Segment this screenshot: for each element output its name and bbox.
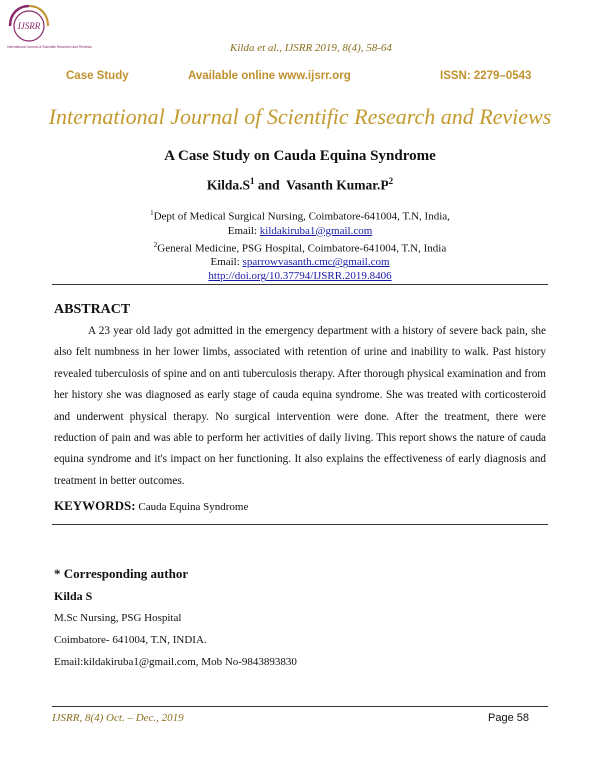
corresponding-name: Kilda S — [54, 589, 93, 603]
ijsrr-logo-icon — [4, 2, 92, 56]
issn: ISSN: 2279–0543 — [440, 70, 532, 82]
footer-citation: IJSRR, 8(4) Oct. – Dec., 2019 — [52, 712, 184, 724]
journal-name: International Journal of Scientific Research and Reviews — [48, 104, 552, 129]
email-1-label: Email: — [227, 224, 258, 237]
author-2: Vasanth Kumar.P — [286, 177, 389, 193]
keywords-label: KEYWORDS: — [54, 498, 136, 513]
keywords-value: Cauda Equina Syndrome — [138, 501, 249, 513]
email-2-label: Email: — [210, 256, 240, 269]
doi-link[interactable]: http://doi.org/10.37794/IJSRR.2019.8406 — [208, 270, 392, 283]
authors — [0, 176, 600, 194]
corresponding-line-1: M.Sc Nursing, PSG Hospital — [54, 612, 182, 624]
footer-divider — [52, 706, 548, 707]
keywords — [54, 498, 248, 514]
email-1-link[interactable]: kildakiruba1@gmail.com — [259, 224, 373, 237]
email-2-link[interactable]: sparrowvasanth.cmc@gmail.com — [242, 256, 390, 269]
running-head: Kilda et al., IJSRR 2019, 8(4), 58-64 — [230, 42, 392, 54]
journal-info-strip — [52, 70, 552, 88]
author-1-sup: 1 — [249, 176, 255, 186]
affiliation-1: Dept of Medical Surgical Nursing, Coimbatore-641004, T.N, India, — [153, 210, 450, 223]
abstract-text: A 23 year old lady got admitted in the emergency department with a history of severe back pain, she also felt numbness in her lower limbs, associated with retention of urine and inability to walk. Past history revealed tuberculosis of spine and on anti tuberculosis therapy. After thorough physical examination and from her history she was diagnosed as early stage of cauda equina syndrome. She was treated with corticosteroid and underwent physical therapy. No surgical intervention were done. After the treatment, there were reduction of pain and was able to perform her activities of daily living. This report shows the nature of cauda equina syndrome and it's impact on her functioning. It also explains the effectiveness of early diagnosis and treatment in better outcomes. — [54, 325, 546, 487]
affiliations — [0, 206, 600, 283]
author-joiner: and — [257, 177, 280, 193]
corresponding-line-3: Email:kildakiruba1@gmail.com, Mob No-9843893830 — [54, 656, 297, 668]
article-type: Case Study — [66, 70, 129, 82]
available-online[interactable]: Available online www.ijsrr.org — [188, 70, 351, 82]
page-number: Page 58 — [488, 712, 529, 724]
author-2-sup: 2 — [388, 176, 394, 186]
affiliation-2: General Medicine, PSG Hospital, Coimbatore-641004, T.N, India — [157, 242, 447, 255]
aff2-sup: 2 — [153, 240, 158, 249]
logo-subtext: International Journal of Scientific Research and Reviews — [7, 45, 92, 49]
divider — [52, 284, 548, 285]
article-title: A Case Study on Cauda Equina Syndrome — [164, 148, 436, 164]
logo-text: IJSRR — [17, 21, 41, 31]
corresponding-heading: * Corresponding author — [54, 566, 189, 581]
author-1: Kilda.S — [206, 177, 250, 193]
divider — [52, 524, 548, 525]
abstract-heading: ABSTRACT — [54, 302, 131, 317]
corresponding-line-2: Coimbatore- 641004, T.N, INDIA. — [54, 634, 207, 646]
aff1-sup: 1 — [150, 209, 154, 217]
